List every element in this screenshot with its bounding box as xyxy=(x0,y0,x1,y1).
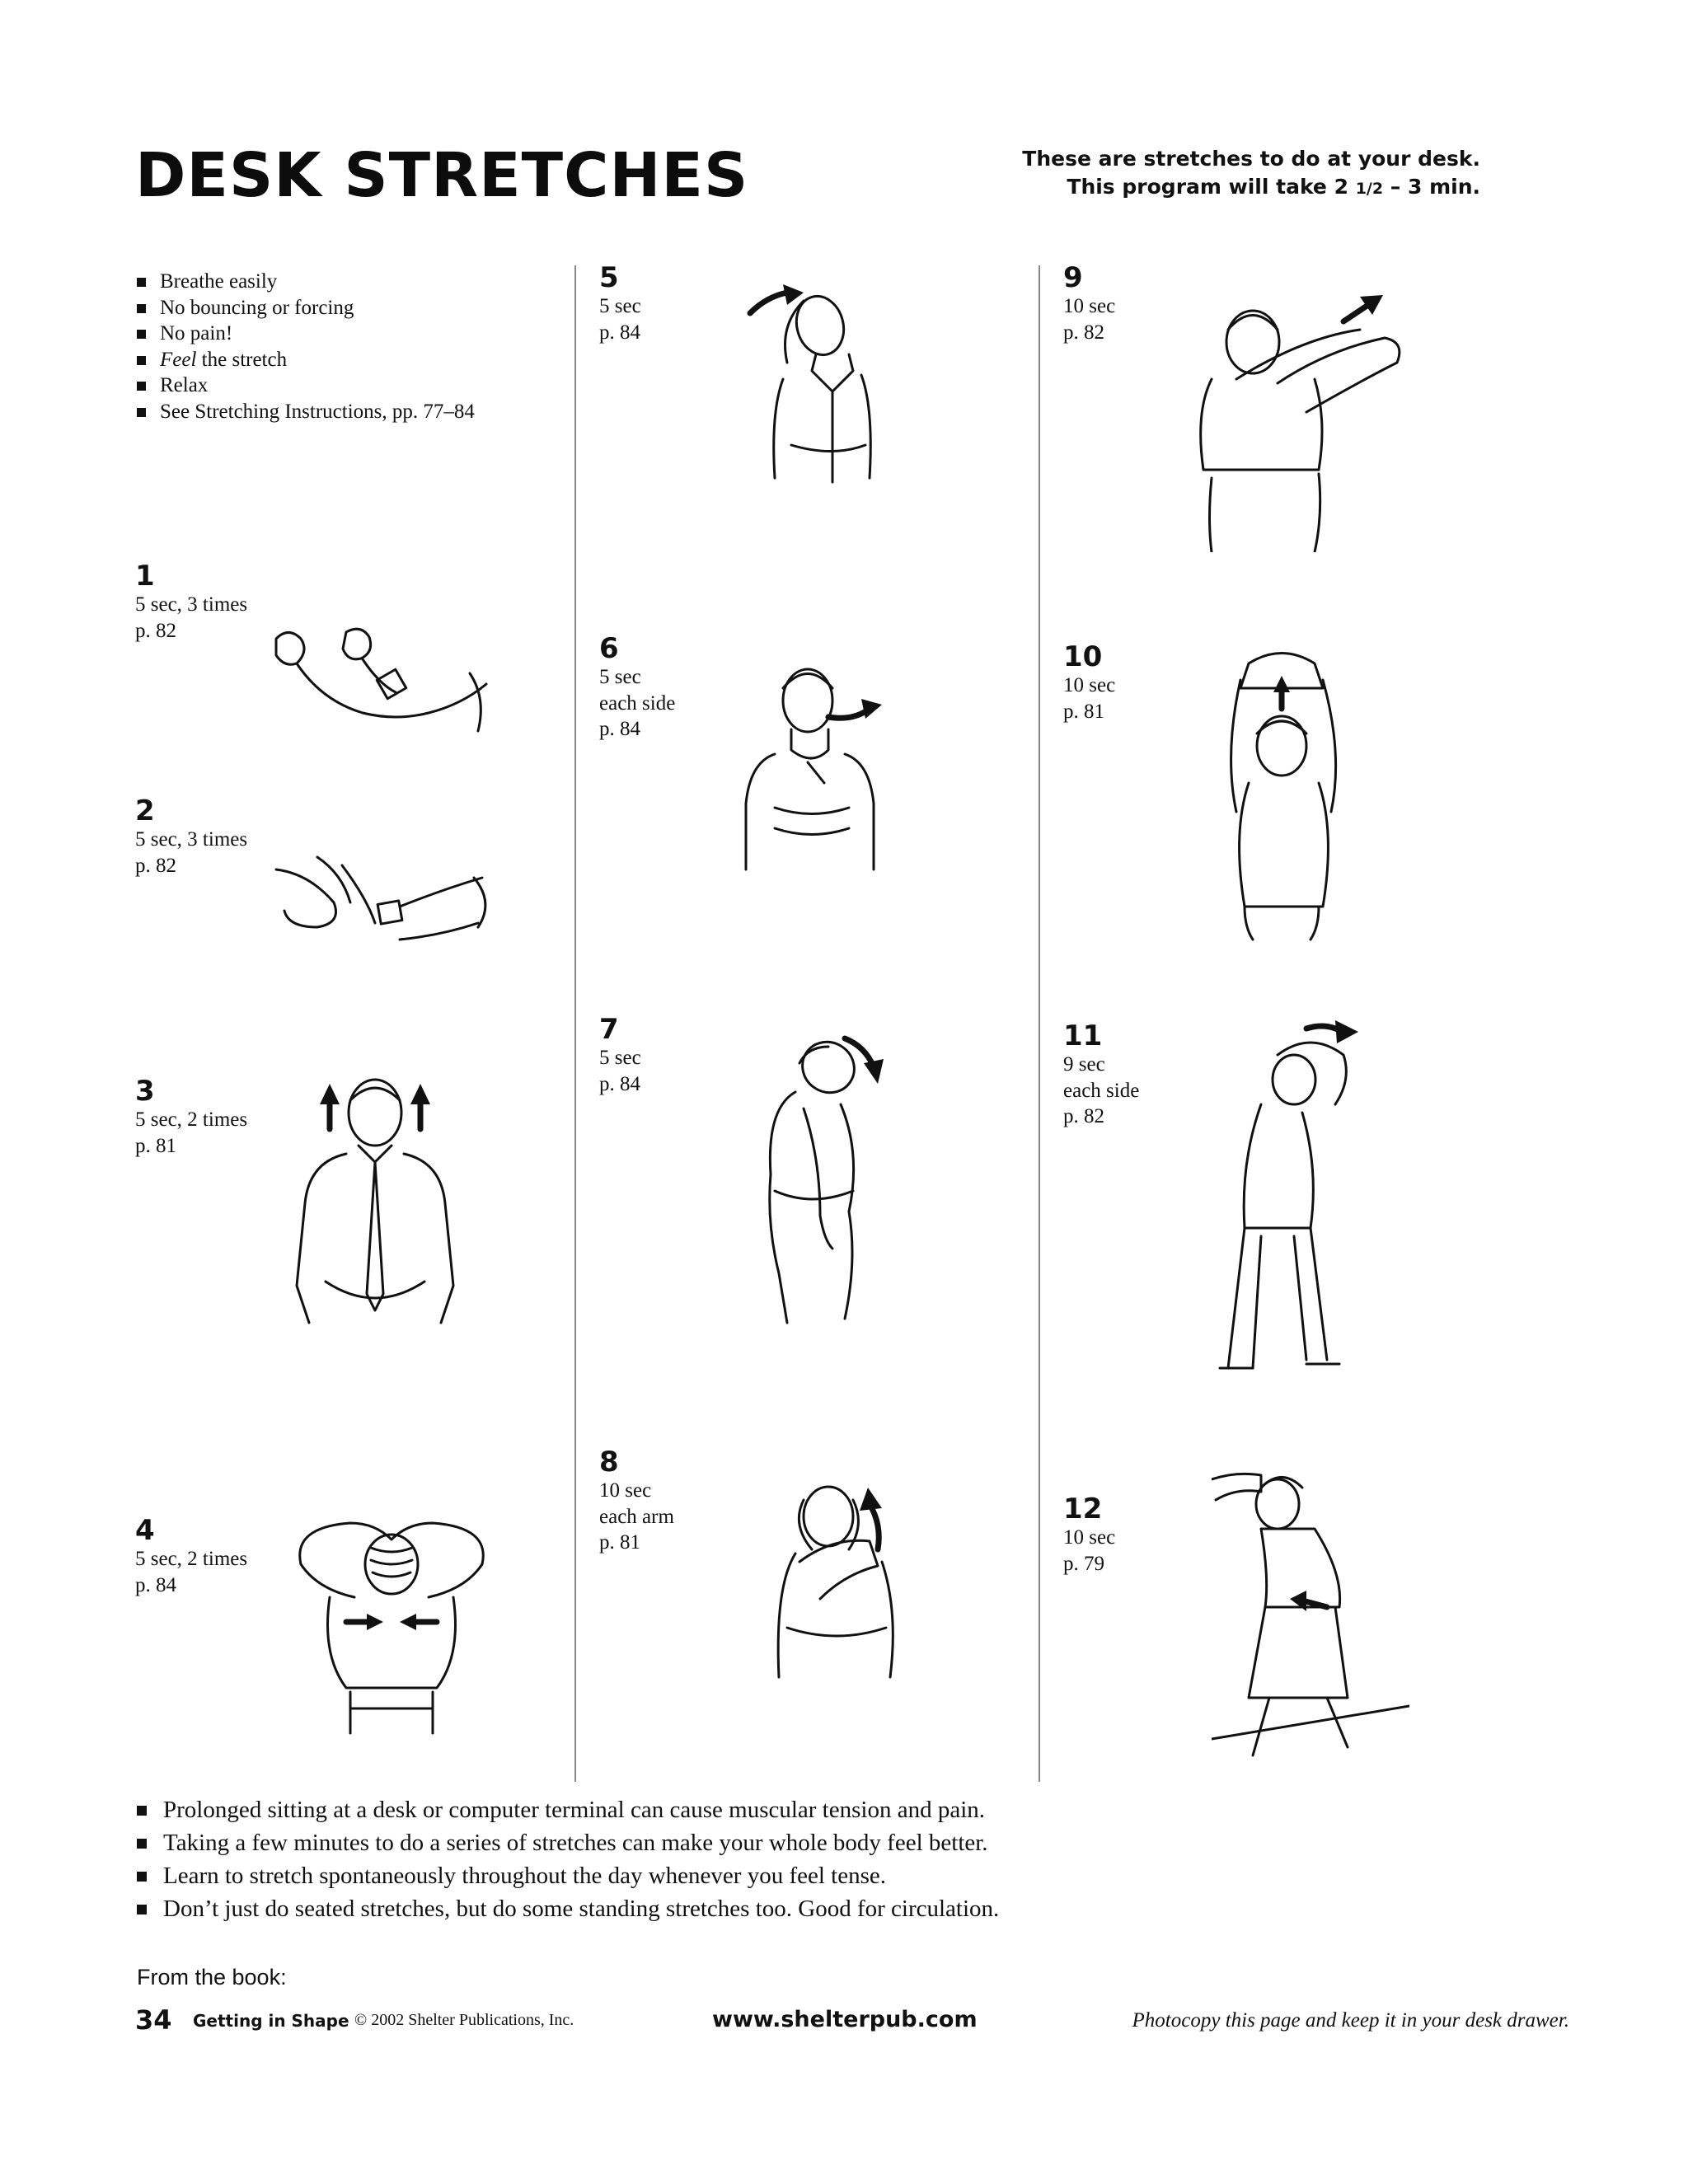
step-number: 8 xyxy=(599,1446,619,1479)
column-divider-2 xyxy=(1039,265,1040,1782)
stretch-step-9 xyxy=(1063,262,1115,345)
step-page-ref: p. 82 xyxy=(1063,321,1104,344)
step-detail: each arm xyxy=(599,1505,674,1528)
step-page-ref: p. 82 xyxy=(1063,1105,1104,1127)
stretch-illustration-7 xyxy=(742,1026,907,1331)
stretch-illustration-5 xyxy=(725,280,890,494)
stretch-step-7 xyxy=(599,1014,641,1097)
stretch-illustration-6 xyxy=(725,659,907,882)
summary-duration-prefix: This program will take 2 xyxy=(1067,175,1356,199)
step-number: 12 xyxy=(1063,1493,1103,1526)
step-duration: 5 sec, 3 times xyxy=(135,593,248,616)
step-detail: each side xyxy=(599,691,676,715)
stretch-step-11 xyxy=(1063,1020,1139,1130)
photocopy-note: Photocopy this page and keep it in your desk drawer. xyxy=(1132,2009,1569,2032)
stretch-illustration-11 xyxy=(1212,1014,1376,1376)
stretch-step-2 xyxy=(135,795,247,879)
stretch-step-3 xyxy=(135,1076,247,1159)
stretch-illustration-8 xyxy=(762,1471,919,1702)
column-divider-1 xyxy=(574,265,576,1782)
tip-item: Breathe easily xyxy=(135,269,475,295)
step-duration: 10 sec xyxy=(1063,295,1116,317)
step-duration: 10 sec xyxy=(1063,1526,1116,1549)
tip-item: Relax xyxy=(135,373,475,399)
step-page-ref: p. 82 xyxy=(135,854,176,877)
stretch-step-4 xyxy=(135,1515,247,1598)
summary-line-2 xyxy=(1022,173,1480,203)
copyright-notice: © 2002 Shelter Publications, Inc. xyxy=(354,2011,574,2029)
summary-line-1: These are stretches to do at your desk. xyxy=(1022,147,1480,171)
stretch-step-5 xyxy=(599,262,641,345)
page-footer xyxy=(135,2004,1569,2037)
step-number: 3 xyxy=(135,1075,155,1108)
step-number: 11 xyxy=(1063,1019,1103,1052)
step-number: 2 xyxy=(135,794,155,827)
step-page-ref: p. 84 xyxy=(599,1072,640,1095)
step-number: 1 xyxy=(135,560,155,593)
step-duration: 5 sec, 3 times xyxy=(135,828,248,851)
step-number: 4 xyxy=(135,1514,155,1547)
step-number: 7 xyxy=(599,1013,619,1046)
stretch-illustration-9 xyxy=(1187,288,1418,552)
notes-list xyxy=(135,1793,999,1925)
step-duration: 5 sec xyxy=(599,1047,641,1069)
note-item: Taking a few minutes to do a series of stretches can make your whole body feel better. xyxy=(135,1826,999,1859)
tip-item: No pain! xyxy=(135,321,475,347)
tip-emphasis: Feel xyxy=(160,348,197,371)
step-duration: 10 sec xyxy=(1063,674,1116,696)
stretch-illustration-4 xyxy=(280,1515,503,1737)
tip-item: Feel the stretch xyxy=(135,347,475,373)
step-page-ref: p. 84 xyxy=(135,1573,176,1596)
step-detail: each side xyxy=(1063,1079,1140,1102)
summary-duration-suffix: – 3 min. xyxy=(1383,175,1480,199)
step-number: 5 xyxy=(599,261,619,294)
tips-list xyxy=(135,269,475,424)
step-page-ref: p. 81 xyxy=(1063,700,1104,723)
stretch-illustration-1 xyxy=(264,622,495,754)
step-number: 9 xyxy=(1063,261,1083,294)
step-page-ref: p. 84 xyxy=(599,321,640,344)
stretch-step-1 xyxy=(135,560,247,644)
step-duration: 10 sec xyxy=(599,1479,652,1502)
page-title: DESK STRETCHES xyxy=(135,140,749,211)
program-summary xyxy=(1022,145,1480,203)
step-page-ref: p. 79 xyxy=(1063,1552,1104,1575)
book-title: Getting in Shape xyxy=(193,2011,349,2031)
note-item: Don’t just do seated stretches, but do some standing stretches too. Good for circulation. xyxy=(135,1892,999,1925)
stretch-illustration-2 xyxy=(268,853,499,968)
website-link[interactable]: www.shelterpub.com xyxy=(712,2007,978,2032)
step-duration: 5 sec, 2 times xyxy=(135,1548,248,1570)
stretch-illustration-3 xyxy=(288,1067,486,1347)
source-label: From the book: xyxy=(137,1965,287,1990)
note-item: Prolonged sitting at a desk or computer terminal can cause muscular tension and pain. xyxy=(135,1793,999,1826)
step-duration: 9 sec xyxy=(1063,1053,1105,1076)
stretch-illustration-10 xyxy=(1203,647,1360,944)
summary-duration-fraction: 1/2 xyxy=(1355,180,1384,198)
tip-item: No bouncing or forcing xyxy=(135,295,475,321)
step-duration: 5 sec xyxy=(599,666,641,688)
stretch-step-10 xyxy=(1063,641,1115,724)
stretch-illustration-12 xyxy=(1212,1471,1409,1760)
step-page-ref: p. 82 xyxy=(135,619,176,642)
step-page-ref: p. 84 xyxy=(599,718,640,740)
step-page-ref: p. 81 xyxy=(135,1134,176,1157)
step-number: 10 xyxy=(1063,640,1103,673)
step-page-ref: p. 81 xyxy=(599,1531,640,1554)
page-number: 34 xyxy=(135,2004,172,2036)
step-duration: 5 sec, 2 times xyxy=(135,1108,248,1131)
note-item: Learn to stretch spontaneously throughout the day whenever you feel tense. xyxy=(135,1859,999,1892)
stretch-step-6 xyxy=(599,633,675,743)
step-duration: 5 sec xyxy=(599,295,641,317)
stretch-step-12 xyxy=(1063,1493,1115,1577)
tip-item: See Stretching Instructions, pp. 77–84 xyxy=(135,399,475,425)
step-number: 6 xyxy=(599,632,619,665)
stretch-step-8 xyxy=(599,1446,674,1556)
